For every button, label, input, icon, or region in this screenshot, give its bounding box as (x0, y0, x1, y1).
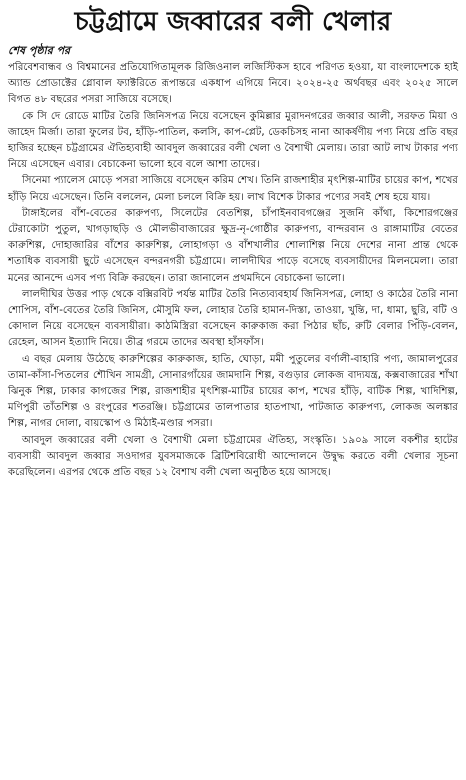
paragraph: লালদীঘির উত্তর পাড় থেকে বক্সিরবিট পর্যন্ত মাটির তৈরি নিত্যব্যবহার্য জিনিসপত্র, লোহা ও কাঠের তৈরি নানা শোপিস, বাঁশ-বেতের তৈরি জিনিস, মৌসুমি ফল, লোহার তৈরি হামান-দিস্তা, তাওয়া, খুন্তি, দা, ধামা, ছুরি, বটি ও কোদাল নিয়ে বসেছেন ব্যবসায়ীরা। কাঠমিস্ত্রিরা বসেছেন কারুকাজ করা পিঠার ছাঁচ, রুটি বেলার পিঁড়ি-বেলন, রেহেল, আসন ইত্যাদি নিয়ে। তীব্র গরমে তাদের অবস্থা হাঁসফাঁস। (8, 288, 458, 349)
paragraph: আবদুল জব্বারের বলী খেলা ও বৈশাখী মেলা চট্টগ্রামের ঐতিহ্য, সংস্কৃতি। ১৯০৯ সালে বকশীর হাটের ব্যবসায়ী আবদুল জব্বার সওদাগর যুবসমাজকে ব্রিটিশবিরোধী আন্দোলনে উদ্বুদ্ধ করতে বলী খেলার সূচনা করেছিলেন। এরপর থেকে প্রতি বছর ১২ বৈশাখ বলী খেলা অনুষ্ঠিত হয়ে আসছে। (8, 434, 458, 479)
paragraph: টাঙ্গাইলের বাঁশ-বেতের কারুপণ্য, সিলেটের বেতশিল্প, চাঁপাইনবাবগঞ্জের সুজনি কাঁথা, কিশোরগঞ্জের টেরাকোটা পুতুল, খাগড়াছড়ি ও মৌলভীবাজারের ক্ষুদ্র-নৃ-গোষ্ঠীর কারুপণ্য, বান্দরবান ও রাঙ্গামাটির বেতের কারুশিল্প, দোহাজারির বাঁশের কারুশিল্প, লোহাগড়া ও বাঁশখালীর শোলাশিল্প নিয়ে দেশের নানা প্রান্ত থেকে শতাধিক ব্যবসায়ী ছুটে এসেছেন বন্দরনগরী চট্টগ্রামে। লালদীঘির পাড়ে বসেছে ব্যবসায়ীদের মিলনমেলা। তারা মনের আনন্দে এসব পণ্য বিক্রি করছেন। তারা জানালেন প্রথমদিনে বেচাকেনা ভালো। (8, 207, 458, 284)
paragraph: কে সি দে রোডে মাটির তৈরি জিনিসপত্র নিয়ে বসেছেন কুমিল্লার মুরাদনগরের জব্বার আলী, সরফত মিয়া ও জাহেদ মির্জা। তারা ফুলের টব, হাঁড়ি-পাতিল, কলসি, কাপ-প্লেট, ডেকচিসহ নানা আকর্ষণীয় পণ্য নিয়ে প্রতি বছর হাজির হচ্ছেন চট্টগ্রামের ঐতিহ্যবাহী আবদুল জব্বারের বলী খেলা ও বৈশাখী মেলায়। তারা আট লাখ টাকার পণ্য নিয়ে এসেছেন এবার। বেচাকেনা ভালো হবে বলে আশা তাদের। (8, 110, 458, 171)
paragraph: পরিবেশবান্ধব ও বিশ্বমানের প্রতিযোগিতামূলক রিজিওনাল লজিস্টিকস হাবে পরিণত হওয়া, যা বাংলাদেশকে হাই অ্যান্ড প্রোডাক্টের গ্লোবাল ফ্যাক্টরিতে রূপান্তরে একধাপ এগিয়ে নিবে। ২০২৪-২৫ অর্থবছর এবং ২০২৫ সালে বিগত ৪৮ বছরের পসরা সাজিয়ে বসেছে। (8, 62, 458, 106)
article-body (8, 60, 458, 481)
paragraph: এ বছর মেলায় উঠেছে কারুশিল্পের কারুকাজ, হাতি, ঘোড়া, মমী পুতুলের বর্ণালী-বাহারি পণ্য, জামালপুরের তামা-কাঁসা-পিতলের শৌখিন সামগ্রী, সোনারগাঁয়ের জামদানি শিল্প, বগুড়ার লোকজ বাদ্যযন্ত্র, কক্সবাজারের শাঁখা ঝিনুক শিল্প, ঢাকার কাগজের শিল্প, রাজশাহীর মৃৎশিল্প-মাটির চায়ের কাপ, শখের হাঁড়ি, বাটিক শিল্প, খাদিশিল্প, মণিপুরী তাঁতশিল্প ও রংপুরের শতরঞ্জি। চট্টগ্রামের তালপাতার হাতপাখা, পাটজাত কারুপণ্য, লোকজ অলঙ্কার শিল্প, নাগর দোলা, বায়স্কোপ ও মিঠাই-মণ্ডার পসরা। (8, 353, 458, 430)
paragraph: সিনেমা প্যালেস মোড়ে পসরা সাজিয়ে বসেছেন করিম শেখ। তিনি রাজশাহীর মৃৎশিল্প-মাটির চায়ের কাপ, শখের হাঁড়ি নিয়ে এসেছেন। তিনি বললেন, মেলা চললে বিক্রি হয়। লাখ বিশেক টাকার পণ্যের সবই শেষ হয়ে যায়। (8, 175, 458, 203)
continuation-label: শেষ পৃষ্ঠার পর (8, 44, 71, 57)
headline: চট্টগ্রামে জব্বারের বলী খেলার (74, 7, 392, 37)
